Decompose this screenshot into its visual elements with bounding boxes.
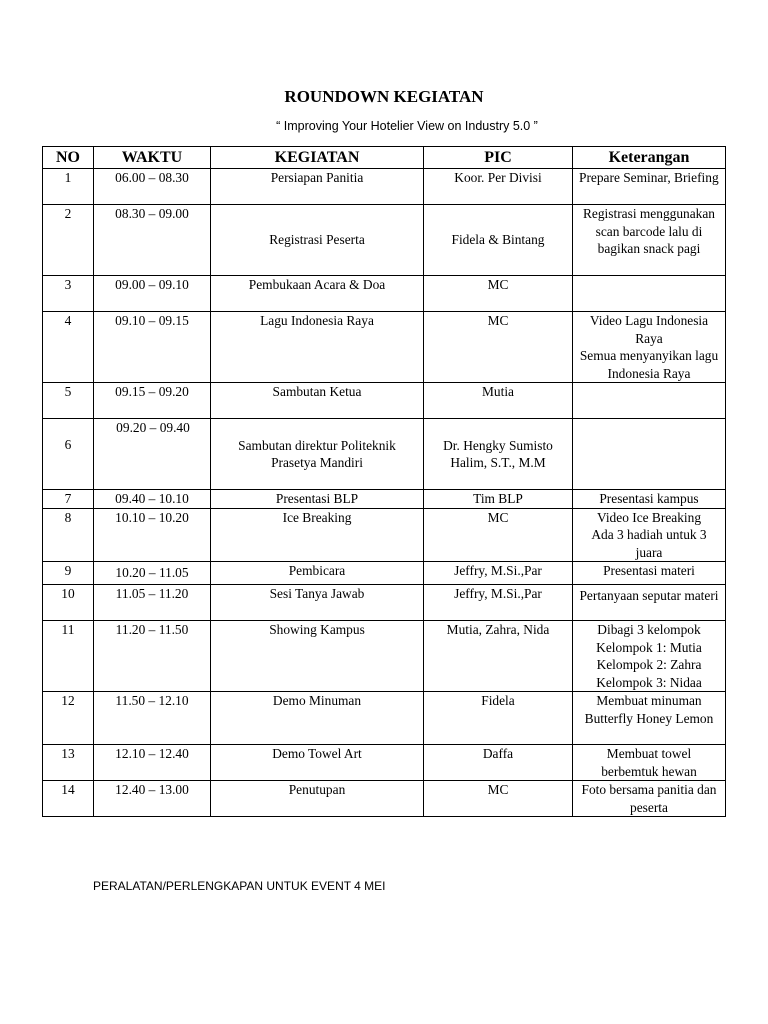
table-row [43,419,726,490]
cell-kegiatan: Ice Breaking [211,508,424,562]
cell-no: 2 [43,205,94,276]
cell-pic: Jeffry, M.Si.,Par [424,585,573,621]
table-row [43,508,726,562]
keterangan-line: Video Ice Breaking [596,509,702,525]
keterangan-line: Dibagi 3 kelompok [597,622,701,637]
keterangan-line: Ada 3 hadiah untuk 3 juara [591,527,707,560]
header-pic: PIC [424,147,573,169]
cell-pic: Jeffry, M.Si.,Par [424,562,573,585]
cell-waktu: 09.20 – 09.40 [94,419,211,490]
cell-keterangan [573,383,726,419]
cell-pic: Mutia, Zahra, Nida [424,621,573,692]
cell-pic: Koor. Per Divisi [424,169,573,205]
cell-keterangan: Presentasi materi [573,562,726,585]
cell-waktu: 11.05 – 11.20 [94,585,211,621]
cell-kegiatan: Persiapan Panitia [211,169,424,205]
cell-keterangan: Presentasi kampus [573,490,726,509]
keterangan-line: Semua menyanyikan lagu Indonesia Raya [579,348,719,381]
cell-pic: MC [424,781,573,817]
table-row [43,781,726,817]
cell-keterangan [573,276,726,312]
document-title: ROUNDOWN KEGIATAN [284,87,484,106]
table-row [43,490,726,509]
cell-no: 5 [43,383,94,419]
cell-kegiatan: Sambutan Ketua [211,383,424,419]
cell-waktu: 09.40 – 10.10 [94,490,211,509]
cell-waktu: 09.10 – 09.15 [94,312,211,383]
cell-keterangan [573,621,726,692]
header-kegiatan: KEGIATAN [211,147,424,169]
cell-pic: Tim BLP [424,490,573,509]
cell-pic: Fidela [424,692,573,745]
header-no: NO [43,147,94,169]
rundown-table [42,146,726,817]
cell-kegiatan: Penutupan [211,781,424,817]
cell-keterangan: Pertanyaan seputar materi [573,585,726,621]
cell-waktu: 10.20 – 11.05 [94,562,211,585]
cell-pic: MC [424,276,573,312]
table-row [43,383,726,419]
cell-keterangan: Membuat towel berbemtuk hewan [573,745,726,781]
cell-no: 6 [43,419,94,490]
cell-no: 13 [43,745,94,781]
cell-keterangan: Membuat minuman Butterfly Honey Lemon [573,692,726,745]
cell-no: 14 [43,781,94,817]
cell-waktu: 06.00 – 08.30 [94,169,211,205]
keterangan-line: Video Lagu Indonesia Raya [589,313,709,346]
cell-pic: MC [424,508,573,562]
table-header-row [43,147,726,169]
cell-pic: Mutia [424,383,573,419]
cell-no: 9 [43,562,94,585]
cell-waktu: 11.50 – 12.10 [94,692,211,745]
cell-waktu: 10.10 – 10.20 [94,508,211,562]
keterangan-line: Kelompok 2: Zahra [596,657,702,672]
table-row [43,169,726,205]
cell-keterangan: Registrasi menggunakan scan barcode lalu di bagikan snack pagi [573,205,726,276]
cell-no: 8 [43,508,94,562]
keterangan-line: Kelompok 1: Mutia [596,639,702,655]
document-subtitle: “ Improving Your Hotelier View on Industry 5.0 ” [276,119,538,133]
equipment-section-heading: PERALATAN/PERLENGKAPAN UNTUK EVENT 4 MEI [93,879,386,893]
table-row [43,745,726,781]
cell-kegiatan: Demo Minuman [211,692,424,745]
cell-kegiatan: Demo Towel Art [211,745,424,781]
cell-kegiatan: Showing Kampus [211,621,424,692]
table-row [43,312,726,383]
cell-no: 4 [43,312,94,383]
cell-keterangan [573,419,726,490]
cell-no: 11 [43,621,94,692]
cell-kegiatan: Registrasi Peserta [211,205,424,276]
cell-kegiatan: Lagu Indonesia Raya [211,312,424,383]
table-row [43,585,726,621]
cell-kegiatan: Pembicara [211,562,424,585]
table-row [43,692,726,745]
cell-no: 7 [43,490,94,509]
cell-kegiatan: Sesi Tanya Jawab [211,585,424,621]
table-row [43,205,726,276]
keterangan-line: Kelompok 3: Nidaa [596,674,702,690]
cell-no: 12 [43,692,94,745]
cell-keterangan [573,312,726,383]
cell-waktu: 08.30 – 09.00 [94,205,211,276]
cell-keterangan: Foto bersama panitia dan peserta [573,781,726,817]
cell-kegiatan: Presentasi BLP [211,490,424,509]
cell-pic: Fidela & Bintang [424,205,573,276]
cell-keterangan [573,508,726,562]
cell-waktu: 09.00 – 09.10 [94,276,211,312]
table-row [43,621,726,692]
cell-no: 3 [43,276,94,312]
cell-waktu: 12.40 – 13.00 [94,781,211,817]
header-waktu: WAKTU [94,147,211,169]
cell-waktu: 11.20 – 11.50 [94,621,211,692]
cell-waktu: 12.10 – 12.40 [94,745,211,781]
cell-keterangan: Prepare Seminar, Briefing [573,169,726,205]
cell-pic: Daffa [424,745,573,781]
cell-no: 1 [43,169,94,205]
cell-kegiatan: Pembukaan Acara & Doa [211,276,424,312]
table-row [43,562,726,585]
cell-no: 10 [43,585,94,621]
cell-pic: Dr. Hengky Sumisto Halim, S.T., M.M [424,419,573,490]
cell-waktu: 09.15 – 09.20 [94,383,211,419]
cell-kegiatan: Sambutan direktur Politeknik Prasetya Mandiri [211,419,424,490]
cell-pic: MC [424,312,573,383]
header-keterangan: Keterangan [573,147,726,169]
table-row [43,276,726,312]
